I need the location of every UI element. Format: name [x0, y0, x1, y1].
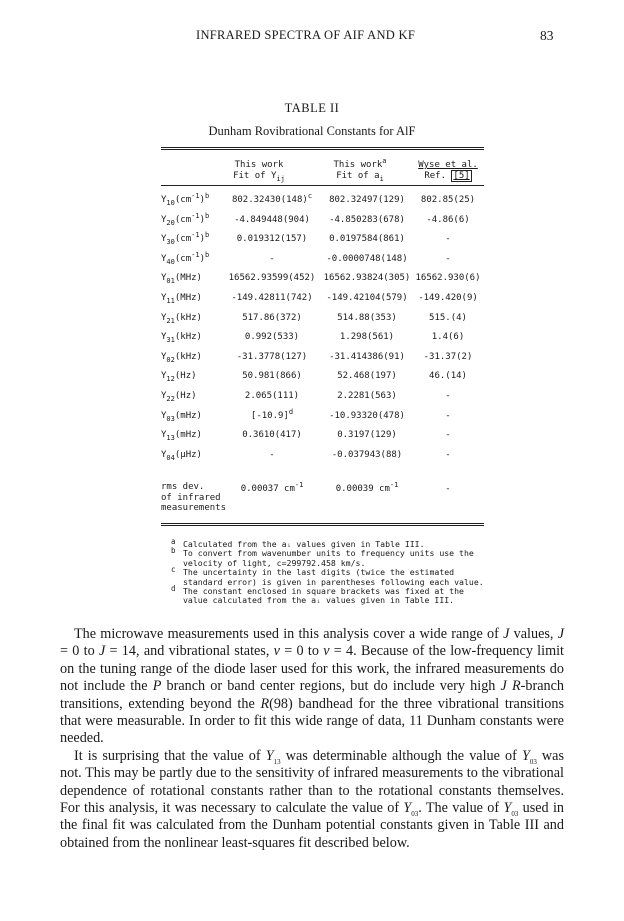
value-wyse: -	[445, 234, 451, 245]
value-this-work-ai: 16562.93824(305)	[323, 273, 411, 284]
paragraph-1: The microwave measurements used in this analysis cover a wide range of J values, J = 0 to J = 14, and vibrational states, v = 0 to v = 4. Because of the low-frequency limit on the tuning range of the diode laser used for this work, the infrared measurements do not include the P branch or band center regions, but do include very high J R-branch transitions, extending beyond the R(98) bandhead for the three vibrational transitions that were measurable. In order to fit this wide range of data, 11 Dunham constants were needed.	[60, 626, 564, 747]
value-this-work-ai: -149.42104(579)	[326, 292, 408, 303]
value-this-work-yij: 0.019312(157)	[236, 234, 308, 245]
table-row	[161, 368, 484, 388]
constant-symbol: $Y_{21}(kHz)$	[161, 312, 202, 325]
table-row	[161, 270, 484, 290]
footnote	[171, 565, 491, 587]
table-bottom-rule	[161, 523, 484, 524]
value-wyse: -	[445, 430, 451, 441]
table-row	[161, 408, 484, 428]
footnote-mark: d	[171, 584, 176, 594]
table-row	[161, 192, 484, 212]
constant-symbol: $Y_{20}(cm^{-1})^b$	[161, 211, 210, 227]
table-bottom-rule-double	[161, 525, 484, 526]
value-this-work-yij: -	[269, 253, 275, 264]
value-this-work-yij: 16562.93599(452)	[228, 273, 316, 284]
table-row	[161, 290, 484, 310]
value-this-work-ai: -4.850283(678)	[329, 214, 405, 225]
value-wyse: -31.37(2)	[423, 351, 473, 362]
value-this-work-ai: 802.32497(129)	[329, 195, 405, 205]
value-this-work-yij: $[-10.9]^d$	[250, 407, 294, 421]
footnote	[171, 546, 491, 568]
running-head	[0, 28, 624, 48]
table-row	[161, 349, 484, 369]
col-head-b-line2: Fit of $a_i$	[336, 171, 384, 183]
value-this-work-yij: 0.3610(417)	[242, 430, 302, 441]
table-row	[161, 427, 484, 447]
table-row	[161, 251, 484, 271]
table-row	[161, 329, 484, 349]
constant-symbol: $Y_{10}(cm^{-1})^b$	[161, 192, 210, 207]
table-row	[161, 310, 484, 330]
value-this-work-yij: -	[269, 449, 275, 460]
constant-symbol: $Y_{31}(kHz)$	[161, 332, 202, 344]
col-head-this-work-yij	[222, 160, 296, 182]
table-footnotes	[171, 537, 491, 606]
footnote-mark: b	[171, 546, 176, 556]
constant-symbol: $Y_{02}(kHz)$	[161, 351, 202, 364]
table-row	[161, 231, 484, 251]
value-this-work-ai: 52.468(197)	[337, 371, 397, 382]
value-this-work-ai: -0.0000748(148)	[326, 253, 408, 264]
running-title: INFRARED SPECTRA OF AIF AND KF	[196, 28, 416, 42]
col-head-wyse	[412, 160, 484, 182]
footnote-mark: c	[171, 565, 176, 575]
constant-symbol: $Y_{01}(MHz)$	[161, 273, 202, 286]
table-top-rule-double	[161, 149, 484, 150]
constant-symbol: $Y_{40}(cm^{-1})^b$	[161, 250, 210, 266]
value-wyse: -	[445, 410, 451, 421]
constant-symbol: $Y_{04}(\mu Hz)$	[161, 449, 202, 462]
value-this-work-yij: $802.32430(148)^c$	[231, 192, 313, 205]
table-title: TABLE II	[284, 101, 340, 115]
value-this-work-yij: 517.86(372)	[242, 312, 302, 323]
value-this-work-yij: 0.992(533)	[244, 332, 300, 343]
value-wyse: -149.420(9)	[418, 292, 478, 303]
footnote-mark: a	[171, 537, 176, 546]
paragraph-2: It is surprising that the value of $Y_{13}$ was determinable although the value of $Y_{03}$ was not. This may be partly due to the sensitivity of infrared measurements to the vibrational dependence of rotational constants rather than to the rotational constants themselves. For this analysis, it was necessary to calculate the value of $Y_{03}$. The value of $Y_{03}$ used in the final fit was calculated from the Dunham potential constants given in Table III and obtained from the nonlinear least-squares fit described below.	[60, 747, 565, 851]
footnote-text: To convert from wavenumber units to frequency units use the velocity of light, c=299792.458 km/s.	[183, 548, 474, 568]
footnote-text: Calculated from the aᵢ values given in Table III.	[183, 539, 425, 549]
rms-value-b: 0.00039 $cm^{-1}$	[335, 481, 399, 494]
reference-link: [5]	[453, 171, 470, 181]
value-this-work-ai: -31.414386(91)	[329, 351, 405, 362]
constant-symbol: $Y_{11}(MHz)$	[161, 292, 202, 305]
value-wyse: -	[445, 253, 451, 264]
rms-value-c: -	[445, 484, 451, 494]
rms-label: rms dev. of infrared measurements	[161, 482, 227, 513]
table-row	[161, 388, 484, 408]
table-header-rule	[161, 185, 484, 186]
constant-symbol: $Y_{12}(Hz)$	[161, 371, 197, 384]
constant-symbol: $Y_{13}(mHz)$	[161, 430, 202, 442]
value-wyse: 1.4(6)	[431, 332, 465, 343]
constant-symbol: $Y_{30}(cm^{-1})^b$	[161, 231, 210, 246]
constant-symbol: $Y_{22}(Hz)$	[161, 390, 197, 403]
rms-value-a: 0.00037 $cm^{-1}$	[240, 481, 304, 494]
value-wyse: 16562.930(6)	[415, 273, 481, 284]
table-body	[161, 192, 484, 466]
value-this-work-yij: -4.849448(904)	[234, 214, 310, 225]
footnote	[171, 584, 491, 606]
col-head-this-work-ai	[312, 157, 408, 183]
value-this-work-yij: 50.981(866)	[242, 371, 302, 382]
footnote-text: The constant enclosed in square brackets was fixed at the value calculated from the aᵢ values given in Table III.	[183, 586, 464, 606]
table-top-rule	[161, 147, 484, 148]
value-this-work-ai: -10.93320(478)	[329, 410, 405, 421]
value-wyse: 515.(4)	[429, 312, 467, 323]
value-this-work-ai: 1.298(561)	[339, 332, 395, 343]
value-wyse: -4.86(6)	[426, 214, 470, 225]
col-head-c-line1: Wyse et al.	[418, 160, 478, 170]
value-this-work-ai: 0.0197584(861)	[329, 234, 405, 245]
value-wyse: -	[445, 449, 451, 460]
value-this-work-ai: 514.88(353)	[337, 312, 397, 323]
page-number: 83	[540, 28, 554, 43]
table-caption: Dunham Rovibrational Constants for AlF	[208, 124, 416, 138]
footnote-text: The uncertainty in the last digits (twice the estimated standard error) is given in parentheses following each value.	[183, 567, 484, 587]
value-this-work-yij: -31.3778(127)	[236, 351, 308, 362]
table-row	[161, 212, 484, 232]
col-head-a-line2: Fit of $Y_{ij}$	[233, 171, 285, 183]
value-wyse: -	[445, 390, 451, 401]
value-this-work-yij: 2.065(111)	[244, 390, 300, 401]
value-this-work-ai: 2.2281(563)	[337, 390, 397, 401]
value-wyse: 46.(14)	[429, 371, 467, 382]
body-text	[60, 626, 564, 852]
table-row	[161, 447, 484, 467]
value-this-work-ai: -0.037943(88)	[331, 449, 403, 460]
col-head-b-line1: This work$^a$	[333, 157, 387, 170]
value-this-work-yij: -149.42811(742)	[231, 292, 313, 303]
col-head-c-line2: Ref. [5]	[424, 171, 470, 181]
value-wyse: 802.85(25)	[420, 195, 476, 205]
constant-symbol: $Y_{03}(mHz)$	[161, 410, 202, 423]
value-this-work-ai: 0.3197(129)	[337, 430, 397, 441]
col-head-a-line1: This work	[234, 160, 284, 170]
